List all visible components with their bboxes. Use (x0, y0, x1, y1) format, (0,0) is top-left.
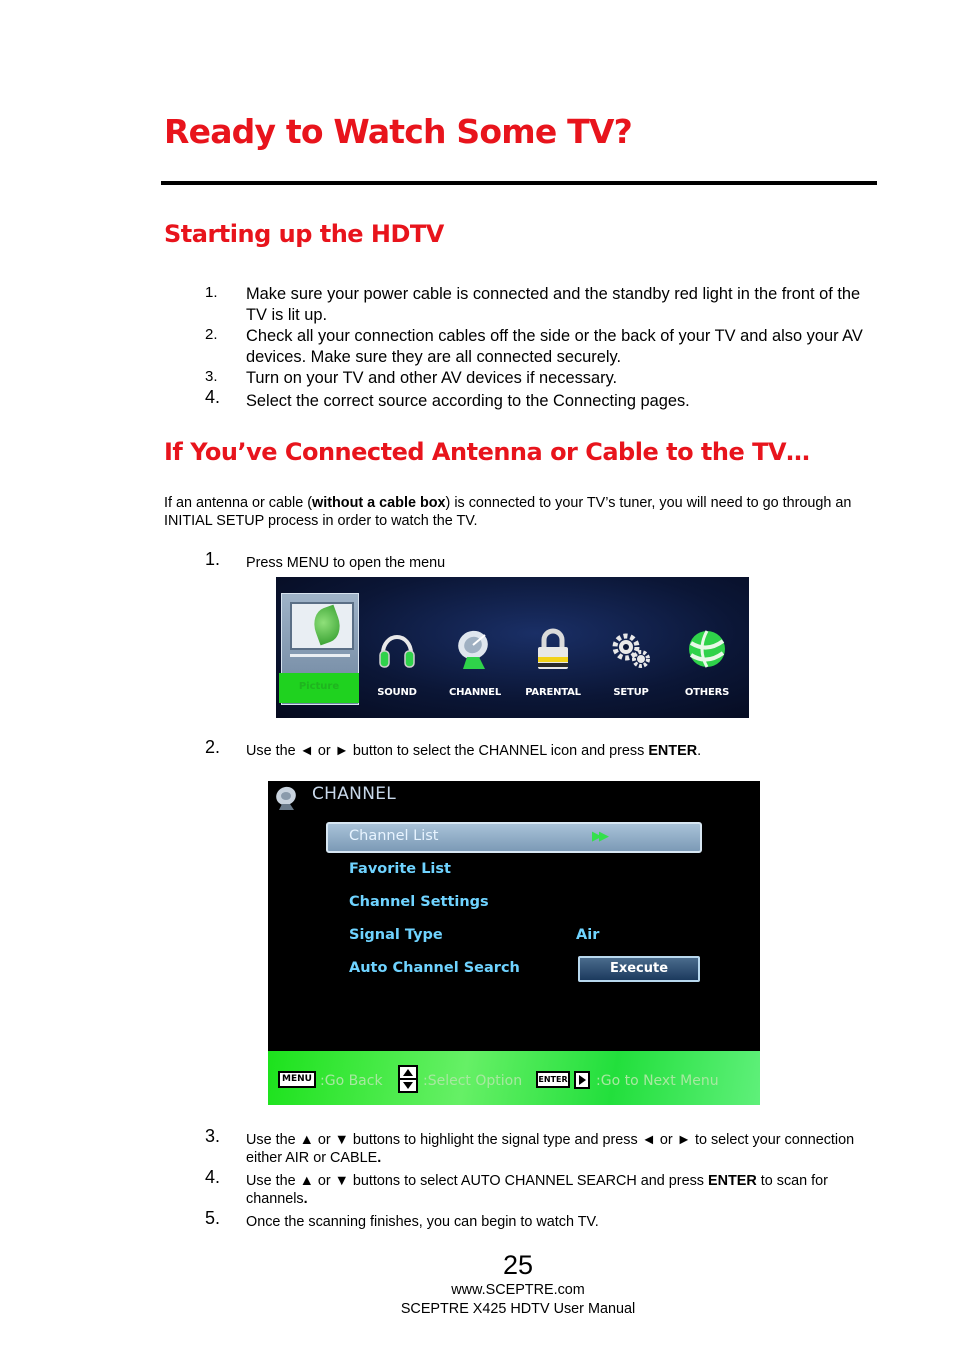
footer-go-back: :Go Back (320, 1073, 383, 1089)
step-text: Check all your connection cables off the side or the back of your TV and also your AV devices. Make sure they are all connected securely. (246, 327, 863, 366)
menu-item-picture (279, 577, 359, 718)
step-text: Turn on your TV and other AV devices if necessary. (246, 369, 618, 387)
intro-text: If an antenna or cable ( (164, 495, 313, 511)
step-text: Press MENU to open the menu (246, 555, 446, 571)
step-text: Use the ◄ or ► button to select the CHANNEL icon and press ENTER. (246, 743, 702, 759)
menu-item-label: SETUP (613, 687, 649, 698)
intro-paragraph (164, 494, 864, 530)
menu-item-label: PARENTAL (525, 687, 581, 698)
menu-row-channel-list: Channel List (349, 828, 439, 844)
step-number: 3. (205, 1126, 221, 1146)
intro-text: ) is connected to your TV’s tuner, you will need to go through an INITIAL SETUP process in order to watch the TV. (164, 495, 852, 529)
menu-row-favorite-list: Favorite List (349, 861, 451, 877)
menu-item-label: SOUND (377, 687, 417, 698)
step-number: 2. (205, 326, 218, 343)
intro-bold: without a cable box (312, 495, 446, 511)
step-text: Use the ▲ or ▼ buttons to highlight the signal type and press ◄ or ► to select your connection either AIR or CABLE. (246, 1132, 855, 1166)
menu-item-setup (592, 577, 670, 718)
page-number: 25 (502, 1250, 534, 1280)
menu-item-label: CHANNEL (449, 687, 501, 698)
menu-row-signal-type: Signal Type (349, 927, 443, 943)
title-rule (161, 181, 877, 185)
section-heading-starting: Starting up the HDTV (164, 220, 444, 248)
satellite-dish-icon (274, 785, 300, 811)
step-number: 3. (205, 368, 218, 385)
step-text: Once the scanning finishes, you can begin to watch TV. (246, 1214, 599, 1230)
step-text: Select the correct source according to the Connecting pages. (246, 392, 690, 410)
forward-arrows-icon: ▶▶ (592, 829, 606, 844)
step-text: Use the ▲ or ▼ buttons to select AUTO CHANNEL SEARCH and press ENTER to scan for channels. (246, 1173, 828, 1207)
step-text: Make sure your power cable is connected and the standby red light in the front of the TV is lit up. (246, 285, 861, 324)
execute-button: Execute (578, 956, 700, 982)
menu-key-icon: MENU (278, 1071, 316, 1088)
footer-select-option: :Select Option (423, 1073, 523, 1089)
up-down-key-icon (398, 1065, 418, 1093)
step-number: 1. (205, 284, 218, 301)
headphones-icon (377, 627, 417, 671)
step-number: 5. (205, 1208, 221, 1228)
gears-icon (611, 627, 651, 671)
menu-item-label: OTHERS (684, 687, 730, 698)
channel-menu-title: CHANNEL (312, 784, 397, 804)
globe-icon (687, 627, 727, 671)
padlock-icon (533, 627, 573, 671)
menu-item-channel (436, 577, 514, 718)
step-number: 2. (205, 737, 221, 757)
main-menu-screenshot (276, 577, 749, 718)
menu-item-others (668, 577, 746, 718)
menu-item-label: Picture (298, 681, 340, 692)
menu-item-parental (514, 577, 592, 718)
enter-key-icon: ENTER (536, 1071, 570, 1088)
channel-menu-screenshot (268, 781, 760, 1105)
signal-type-value: Air (576, 927, 600, 943)
footer-website: www.SCEPTRE.com (451, 1282, 585, 1298)
channel-menu-footer (268, 1051, 760, 1105)
section-heading-antenna: If You’ve Connected Antenna or Cable to the TV… (164, 438, 810, 466)
menu-row-auto-channel-search: Auto Channel Search (349, 960, 520, 976)
footer-next-menu: :Go to Next Menu (596, 1073, 719, 1089)
step-number: 4. (205, 387, 221, 407)
step-number: 4. (205, 1167, 221, 1187)
satellite-dish-icon (455, 627, 495, 671)
right-key-icon (574, 1071, 590, 1089)
menu-item-sound (358, 577, 436, 718)
menu-row-channel-settings: Channel Settings (349, 894, 489, 910)
step-number: 1. (205, 549, 221, 569)
page-title: Ready to Watch Some TV? (164, 112, 632, 151)
footer-manual-title: SCEPTRE X425 HDTV User Manual (400, 1301, 636, 1317)
